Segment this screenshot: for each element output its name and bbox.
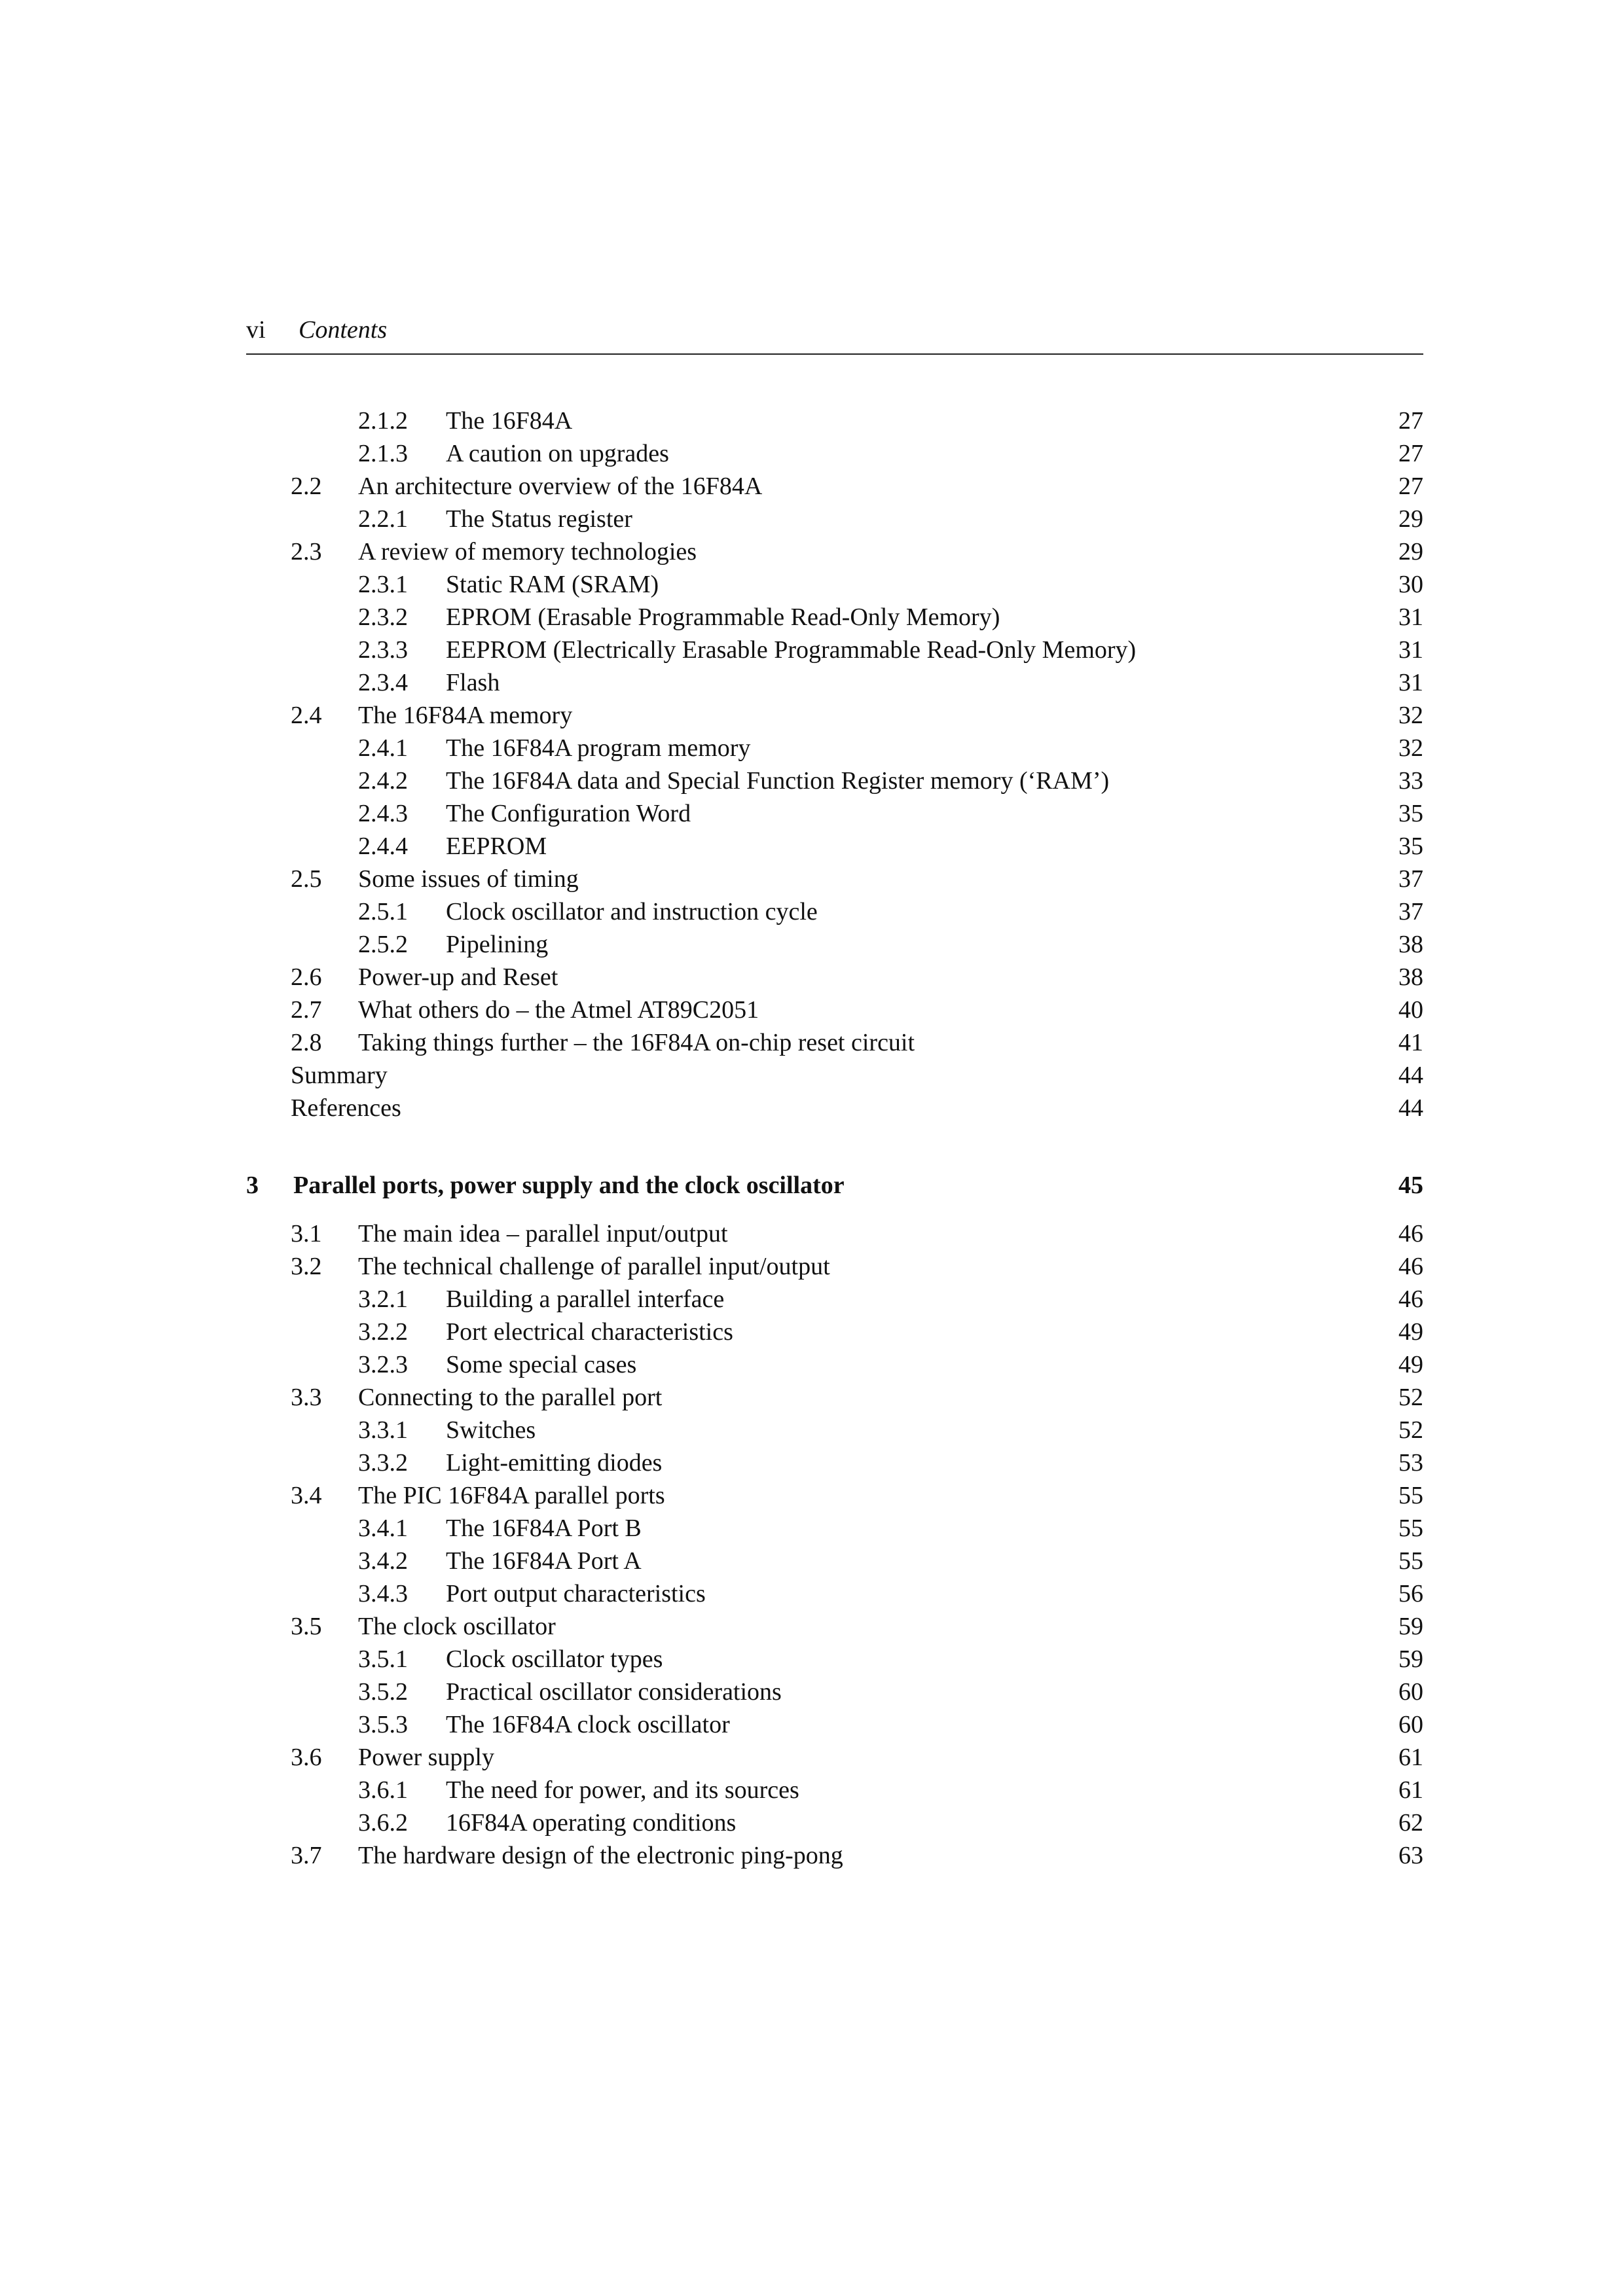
toc-entry-number: 2.5 bbox=[291, 865, 322, 893]
toc-entry-title: Taking things further – the 16F84A on-chip reset circuit bbox=[358, 1029, 915, 1056]
toc-entry-page-number: 49 bbox=[1398, 1318, 1423, 1346]
toc-entry-title: Switches bbox=[446, 1416, 536, 1444]
toc-entry-page-number: 40 bbox=[1398, 996, 1423, 1024]
toc-entry-number: 3 bbox=[246, 1172, 259, 1199]
toc-entry bbox=[246, 1381, 1423, 1414]
toc-entry-title: Some issues of timing bbox=[358, 865, 579, 893]
toc-entry-number: 2.6 bbox=[291, 963, 322, 991]
toc-entry-number: 3.4.1 bbox=[358, 1515, 408, 1542]
toc-entry bbox=[246, 1217, 1423, 1250]
toc-entry-page-number: 61 bbox=[1398, 1744, 1423, 1771]
toc-entry bbox=[246, 1839, 1423, 1872]
toc-entry-number: 3.2.1 bbox=[358, 1285, 408, 1313]
toc-entry bbox=[246, 863, 1423, 895]
toc-entry bbox=[246, 404, 1423, 437]
toc-entry-page-number: 53 bbox=[1398, 1449, 1423, 1477]
toc-entry-title: Flash bbox=[446, 669, 500, 696]
toc-entry bbox=[246, 895, 1423, 928]
toc-entry-number: 2.7 bbox=[291, 996, 322, 1024]
toc-entry-page-number: 27 bbox=[1398, 440, 1423, 467]
toc-entry-number: 2.3.3 bbox=[358, 636, 408, 664]
toc-entry-title: Clock oscillator and instruction cycle bbox=[446, 898, 818, 925]
toc-entry-number: 3.3.2 bbox=[358, 1449, 408, 1477]
toc-entry bbox=[246, 928, 1423, 961]
toc-entry-page-number: 30 bbox=[1398, 571, 1423, 598]
toc-entry-number: 3.3.1 bbox=[358, 1416, 408, 1444]
toc-entry-title: Practical oscillator considerations bbox=[446, 1678, 782, 1706]
toc-entry bbox=[246, 1026, 1423, 1059]
toc-entry-number: 3.6.2 bbox=[358, 1809, 408, 1837]
toc-entry-title: Building a parallel interface bbox=[446, 1285, 725, 1313]
toc-entry-title: The Status register bbox=[446, 505, 632, 533]
toc-entry-title: The 16F84A Port B bbox=[446, 1515, 642, 1542]
toc-entry-title: Pipelining bbox=[446, 931, 549, 958]
toc-entry-title: References bbox=[291, 1094, 401, 1122]
toc-entry-title: The 16F84A memory bbox=[358, 702, 573, 729]
toc-entry-page-number: 63 bbox=[1398, 1842, 1423, 1869]
toc-entry-page-number: 59 bbox=[1398, 1613, 1423, 1640]
toc-entry bbox=[246, 1512, 1423, 1545]
toc-entry-number: 2.3.1 bbox=[358, 571, 408, 598]
toc-entry-title: Static RAM (SRAM) bbox=[446, 571, 659, 598]
toc-entry-title: Light-emitting diodes bbox=[446, 1449, 663, 1477]
toc-entry-page-number: 31 bbox=[1398, 669, 1423, 696]
toc-entry bbox=[246, 1806, 1423, 1839]
toc-entry-number: 2.4.2 bbox=[358, 767, 408, 795]
toc-entry-number: 2.4 bbox=[291, 702, 322, 729]
toc-entry-number: 2.2.1 bbox=[358, 505, 408, 533]
toc-entry-page-number: 52 bbox=[1398, 1384, 1423, 1411]
toc-entry bbox=[246, 764, 1423, 797]
toc-entry-title: A caution on upgrades bbox=[446, 440, 669, 467]
toc-entry-title: The 16F84A clock oscillator bbox=[446, 1711, 730, 1738]
toc-entry bbox=[246, 732, 1423, 764]
toc-entry-title: Summary bbox=[291, 1062, 388, 1089]
toc-entry-title: An architecture overview of the 16F84A bbox=[358, 473, 763, 500]
toc-entry-page-number: 33 bbox=[1398, 767, 1423, 795]
toc-entry-title: The Configuration Word bbox=[446, 800, 691, 827]
toc-entry-title: The 16F84A data and Special Function Register memory (‘RAM’) bbox=[446, 767, 1110, 795]
toc-entry-page-number: 29 bbox=[1398, 538, 1423, 565]
toc-entry bbox=[246, 666, 1423, 699]
toc-entry-number: 2.1.2 bbox=[358, 407, 408, 435]
toc-entry bbox=[246, 699, 1423, 732]
toc-entry bbox=[246, 503, 1423, 535]
toc-entry bbox=[246, 601, 1423, 634]
toc-entry bbox=[246, 634, 1423, 666]
toc-entry-number: 3.5.3 bbox=[358, 1711, 408, 1738]
toc-entry-title: The technical challenge of parallel input/output bbox=[358, 1253, 830, 1280]
toc-entry bbox=[246, 1250, 1423, 1283]
toc-entry-page-number: 49 bbox=[1398, 1351, 1423, 1378]
toc-entry bbox=[246, 1708, 1423, 1741]
toc-entry-title: Port output characteristics bbox=[446, 1580, 706, 1607]
toc-entry-page-number: 31 bbox=[1398, 636, 1423, 664]
toc-entry-number: 2.4.4 bbox=[358, 833, 408, 860]
toc-entry bbox=[246, 1446, 1423, 1479]
toc-entry-page-number: 27 bbox=[1398, 473, 1423, 500]
page-folio: vi bbox=[246, 316, 266, 344]
toc-entry-title: Clock oscillator types bbox=[446, 1645, 663, 1673]
toc-entry-number: 3.2.2 bbox=[358, 1318, 408, 1346]
toc-entry-title: The main idea – parallel input/output bbox=[358, 1220, 728, 1247]
toc-entry-page-number: 55 bbox=[1398, 1482, 1423, 1509]
toc-entry-number: 2.8 bbox=[291, 1029, 322, 1056]
toc-entry-title: EEPROM bbox=[446, 833, 547, 860]
toc-entry-page-number: 55 bbox=[1398, 1547, 1423, 1575]
toc-entry-title: The PIC 16F84A parallel ports bbox=[358, 1482, 665, 1509]
toc-entry-number: 2.3 bbox=[291, 538, 322, 565]
toc-entry bbox=[246, 1092, 1423, 1124]
toc-entry-page-number: 60 bbox=[1398, 1711, 1423, 1738]
toc-entry-number: 2.1.3 bbox=[358, 440, 408, 467]
toc-entry-page-number: 46 bbox=[1398, 1285, 1423, 1313]
toc-entry-number: 3.5.2 bbox=[358, 1678, 408, 1706]
toc-entry bbox=[246, 1741, 1423, 1774]
toc-entry bbox=[246, 1283, 1423, 1316]
toc-entry bbox=[246, 1610, 1423, 1643]
toc-entry-title: Power supply bbox=[358, 1744, 494, 1771]
toc-entry bbox=[246, 1059, 1423, 1092]
toc-entry bbox=[246, 1676, 1423, 1708]
toc-entry-number: 3.4.2 bbox=[358, 1547, 408, 1575]
toc-entry-page-number: 46 bbox=[1398, 1253, 1423, 1280]
toc-entry-title: The 16F84A bbox=[446, 407, 573, 435]
toc-entry bbox=[246, 1643, 1423, 1676]
toc-entry-page-number: 52 bbox=[1398, 1416, 1423, 1444]
toc-entry bbox=[246, 994, 1423, 1026]
toc-entry-page-number: 32 bbox=[1398, 702, 1423, 729]
toc-entry bbox=[246, 1774, 1423, 1806]
toc-entry-page-number: 35 bbox=[1398, 833, 1423, 860]
toc-entry-title: Connecting to the parallel port bbox=[358, 1384, 663, 1411]
toc-entry-title: A review of memory technologies bbox=[358, 538, 697, 565]
toc-entry-number: 3.4.3 bbox=[358, 1580, 408, 1607]
running-title: Contents bbox=[299, 316, 388, 344]
toc-entry bbox=[246, 535, 1423, 568]
toc-entry-page-number: 37 bbox=[1398, 898, 1423, 925]
toc-entry-page-number: 45 bbox=[1398, 1172, 1423, 1199]
toc-entry-number: 2.3.4 bbox=[358, 669, 408, 696]
toc-entry bbox=[246, 797, 1423, 830]
toc-entry-title: Power-up and Reset bbox=[358, 963, 558, 991]
toc-entry-page-number: 37 bbox=[1398, 865, 1423, 893]
toc-entry-title: The 16F84A Port A bbox=[446, 1547, 642, 1575]
toc-entry-page-number: 61 bbox=[1398, 1776, 1423, 1804]
toc-entry bbox=[246, 1577, 1423, 1610]
toc-entry-number: 3.2.3 bbox=[358, 1351, 408, 1378]
toc-entry-page-number: 29 bbox=[1398, 505, 1423, 533]
toc-entry bbox=[246, 1348, 1423, 1381]
toc-entry-title: The need for power, and its sources bbox=[446, 1776, 799, 1804]
toc-entry bbox=[246, 568, 1423, 601]
toc-entry-title: The clock oscillator bbox=[358, 1613, 556, 1640]
toc-entry-page-number: 32 bbox=[1398, 734, 1423, 762]
toc-entry-page-number: 44 bbox=[1398, 1062, 1423, 1089]
toc-entry bbox=[246, 470, 1423, 503]
toc-entry-number: 3.2 bbox=[291, 1253, 322, 1280]
toc-entry-number: 3.1 bbox=[291, 1220, 322, 1247]
toc-entry-number: 2.3.2 bbox=[358, 603, 408, 631]
toc-entry-page-number: 46 bbox=[1398, 1220, 1423, 1247]
toc-entry bbox=[246, 1479, 1423, 1512]
toc-entry-number: 2.4.1 bbox=[358, 734, 408, 762]
toc-entry-page-number: 38 bbox=[1398, 963, 1423, 991]
toc-entry-title: Parallel ports, power supply and the clock oscillator bbox=[293, 1172, 845, 1199]
toc-entry-title: What others do – the Atmel AT89C2051 bbox=[358, 996, 759, 1024]
toc-entry-page-number: 35 bbox=[1398, 800, 1423, 827]
toc-entry-number: 3.5 bbox=[291, 1613, 322, 1640]
toc-entry-page-number: 62 bbox=[1398, 1809, 1423, 1837]
toc-entry-page-number: 31 bbox=[1398, 603, 1423, 631]
toc-entry-number: 2.5.1 bbox=[358, 898, 408, 925]
toc-entry-page-number: 55 bbox=[1398, 1515, 1423, 1542]
toc-entry bbox=[246, 1414, 1423, 1446]
toc-entry-number: 2.5.2 bbox=[358, 931, 408, 958]
toc-entry-number: 2.4.3 bbox=[358, 800, 408, 827]
toc-entry-number: 3.6 bbox=[291, 1744, 322, 1771]
toc-entry-page-number: 27 bbox=[1398, 407, 1423, 435]
toc-entry-title: The 16F84A program memory bbox=[446, 734, 751, 762]
toc-entry-page-number: 60 bbox=[1398, 1678, 1423, 1706]
toc-chapter-entry bbox=[246, 1169, 1423, 1202]
toc-entry-page-number: 44 bbox=[1398, 1094, 1423, 1122]
toc-entry bbox=[246, 830, 1423, 863]
toc-entry bbox=[246, 1545, 1423, 1577]
toc-entry-title: EPROM (Erasable Programmable Read-Only Memory) bbox=[446, 603, 1000, 631]
toc-entry-page-number: 59 bbox=[1398, 1645, 1423, 1673]
toc-entry-page-number: 41 bbox=[1398, 1029, 1423, 1056]
toc-entry-number: 3.5.1 bbox=[358, 1645, 408, 1673]
toc-entry-number: 3.6.1 bbox=[358, 1776, 408, 1804]
toc-entry-number: 2.2 bbox=[291, 473, 322, 500]
toc-entry-title: EEPROM (Electrically Erasable Programmable Read-Only Memory) bbox=[446, 636, 1137, 664]
toc-entry-title: The hardware design of the electronic ping-pong bbox=[358, 1842, 843, 1869]
toc-entry bbox=[246, 1316, 1423, 1348]
toc-entry bbox=[246, 437, 1423, 470]
toc-entry-number: 3.3 bbox=[291, 1384, 322, 1411]
toc-entry-number: 3.7 bbox=[291, 1842, 322, 1869]
toc-entry-title: Some special cases bbox=[446, 1351, 637, 1378]
toc-entry-title: Port electrical characteristics bbox=[446, 1318, 733, 1346]
toc-entry-page-number: 38 bbox=[1398, 931, 1423, 958]
toc-entry bbox=[246, 961, 1423, 994]
running-header bbox=[246, 312, 1423, 355]
toc-entry-title: 16F84A operating conditions bbox=[446, 1809, 737, 1837]
toc-entry-page-number: 56 bbox=[1398, 1580, 1423, 1607]
toc-entry-number: 3.4 bbox=[291, 1482, 322, 1509]
